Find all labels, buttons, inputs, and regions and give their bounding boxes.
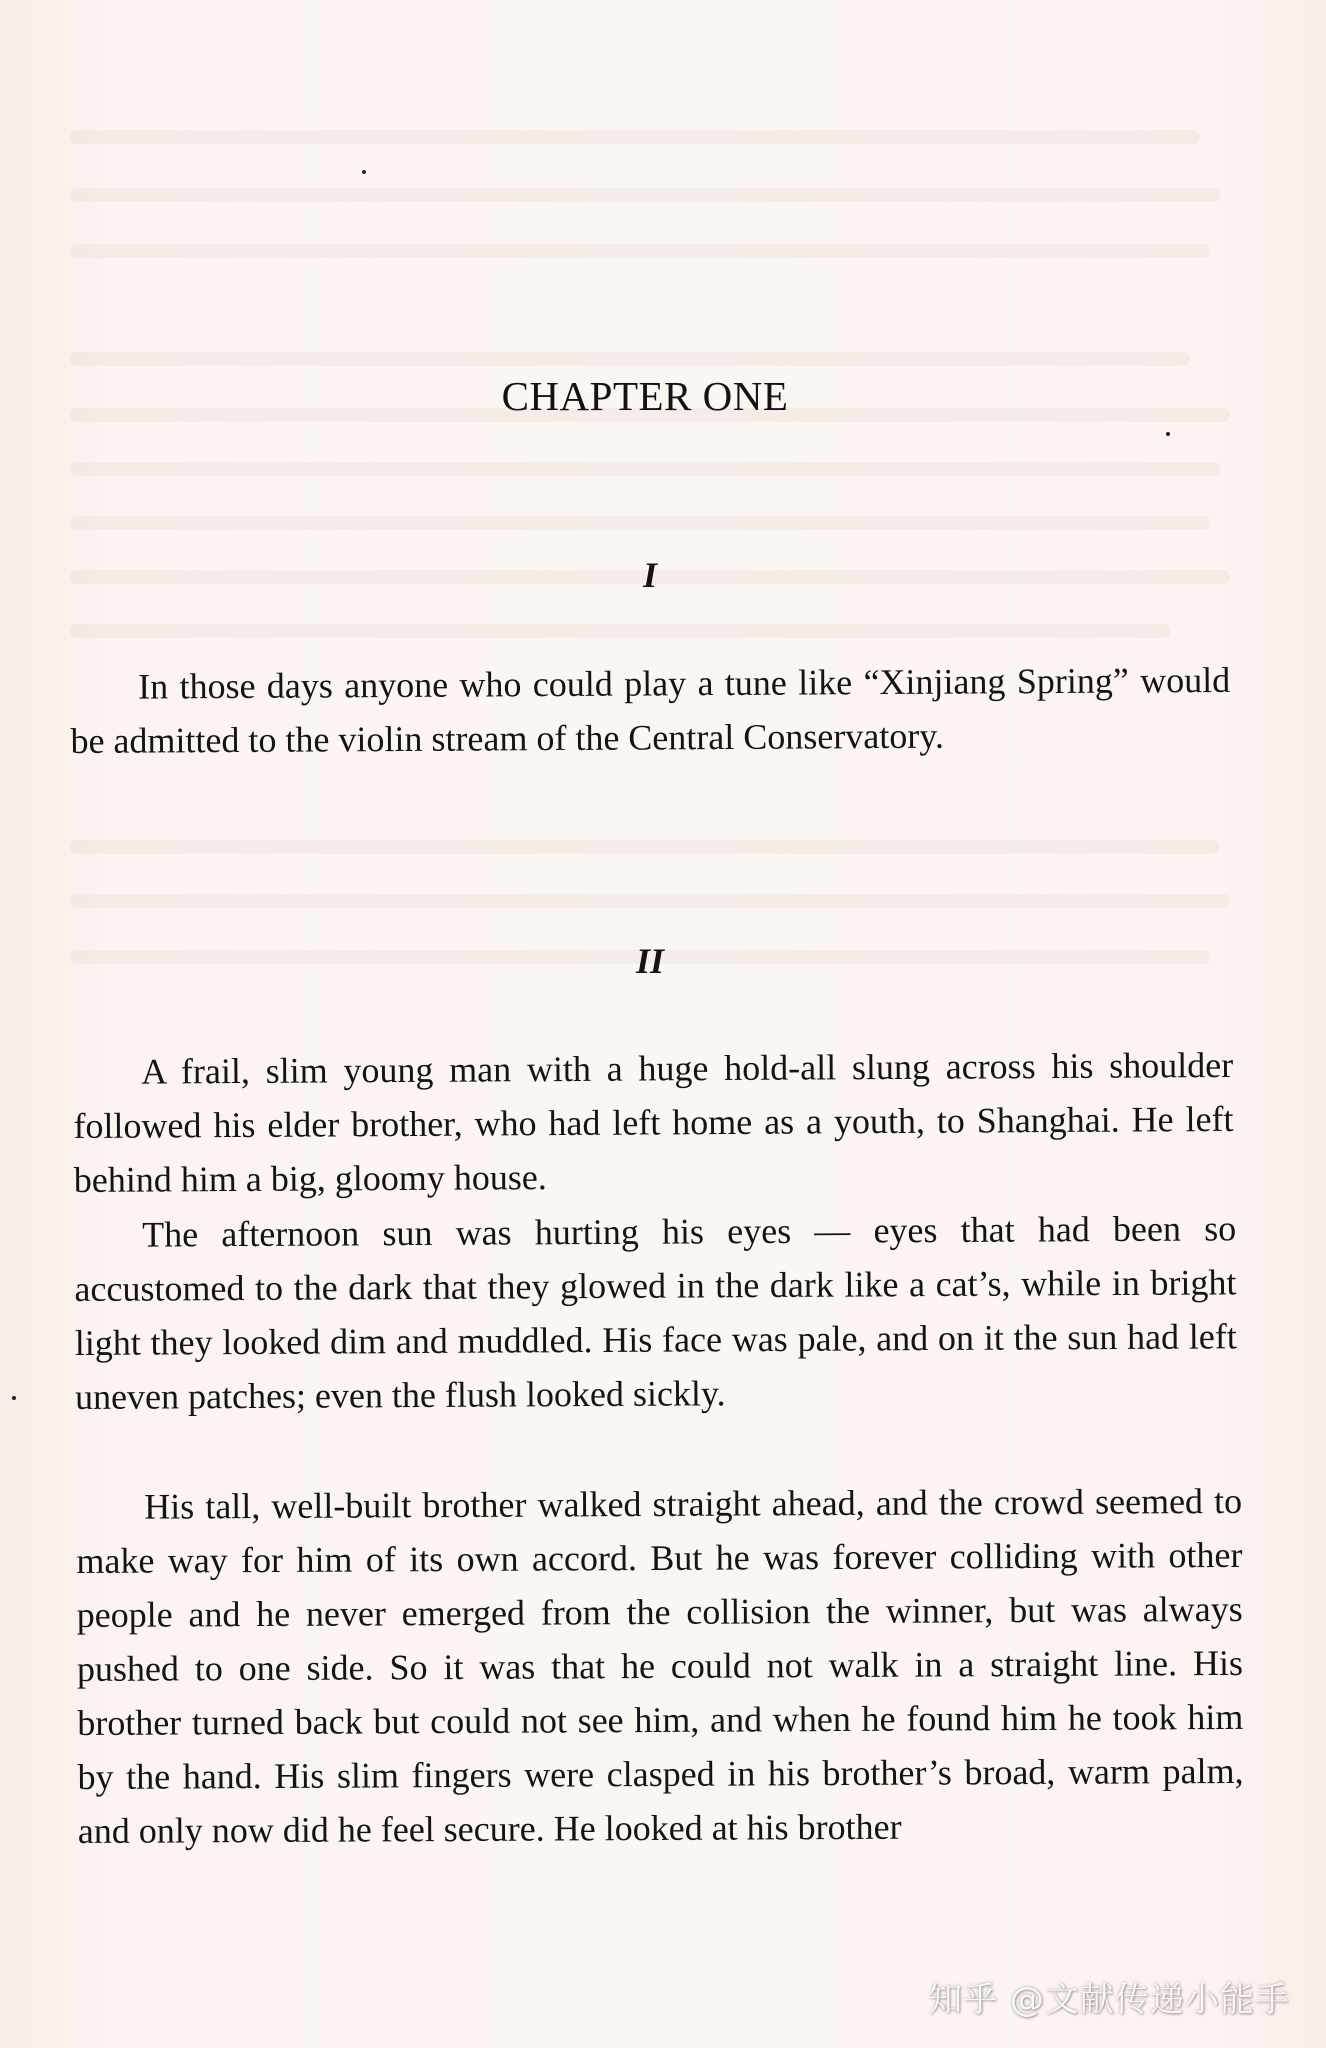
- chapter-title: CHAPTER ONE: [501, 373, 789, 419]
- paragraph: His tall, well-built brother walked straight ahead, and the crowd seemed to make way for him of its own accord. But he was forever colliding with other people and he never emerged from the collision the winner, but was always pushed to one side. So it was that he could not walk in a straight line. His brother turned back but could not see him, and when he found him he took him by the hand. His slim fingers were clasped in his brother’s broad, warm palm, and only now did he feel secure. He looked at his brother: [76, 1480, 1244, 1851]
- paper-speck: [362, 170, 366, 174]
- paper-speck: [1166, 432, 1170, 436]
- paragraph: In those days anyone who could play a tune like “Xinjiang Spring” would be admitted to the violin stream of the Central Conservatory.: [70, 659, 1231, 761]
- section-number: I: [642, 555, 657, 595]
- paragraph: The afternoon sun was hurting his eyes — eyes that had been so accustomed to the dark that they glowed in the dark like a cat’s, while in bright light they looked dim and muddled. His face was pale, and on it the sun had left uneven patches; even the flush looked sickly.: [74, 1208, 1237, 1417]
- bleed-through-line: [70, 188, 1220, 202]
- bleed-through-line: [70, 624, 1170, 638]
- section-number: II: [635, 941, 665, 981]
- paper-speck: [12, 1396, 16, 1400]
- bleed-through-line: [70, 516, 1210, 530]
- bleed-through-line: [70, 244, 1210, 258]
- bleed-through-line: [70, 352, 1190, 366]
- watermark: 知乎 @文献传递小能手: [928, 1980, 1290, 2020]
- bleed-through-line: [70, 894, 1230, 908]
- paragraph: A frail, slim young man with a huge hold-all slung across his shoulder followed his elder brother, who had left home as a youth, to Shanghai. He left behind him a big, gloomy house.: [73, 1044, 1234, 1200]
- bleed-through-line: [70, 462, 1220, 476]
- bleed-through-line: [70, 840, 1220, 854]
- bleed-through-line: [70, 130, 1200, 144]
